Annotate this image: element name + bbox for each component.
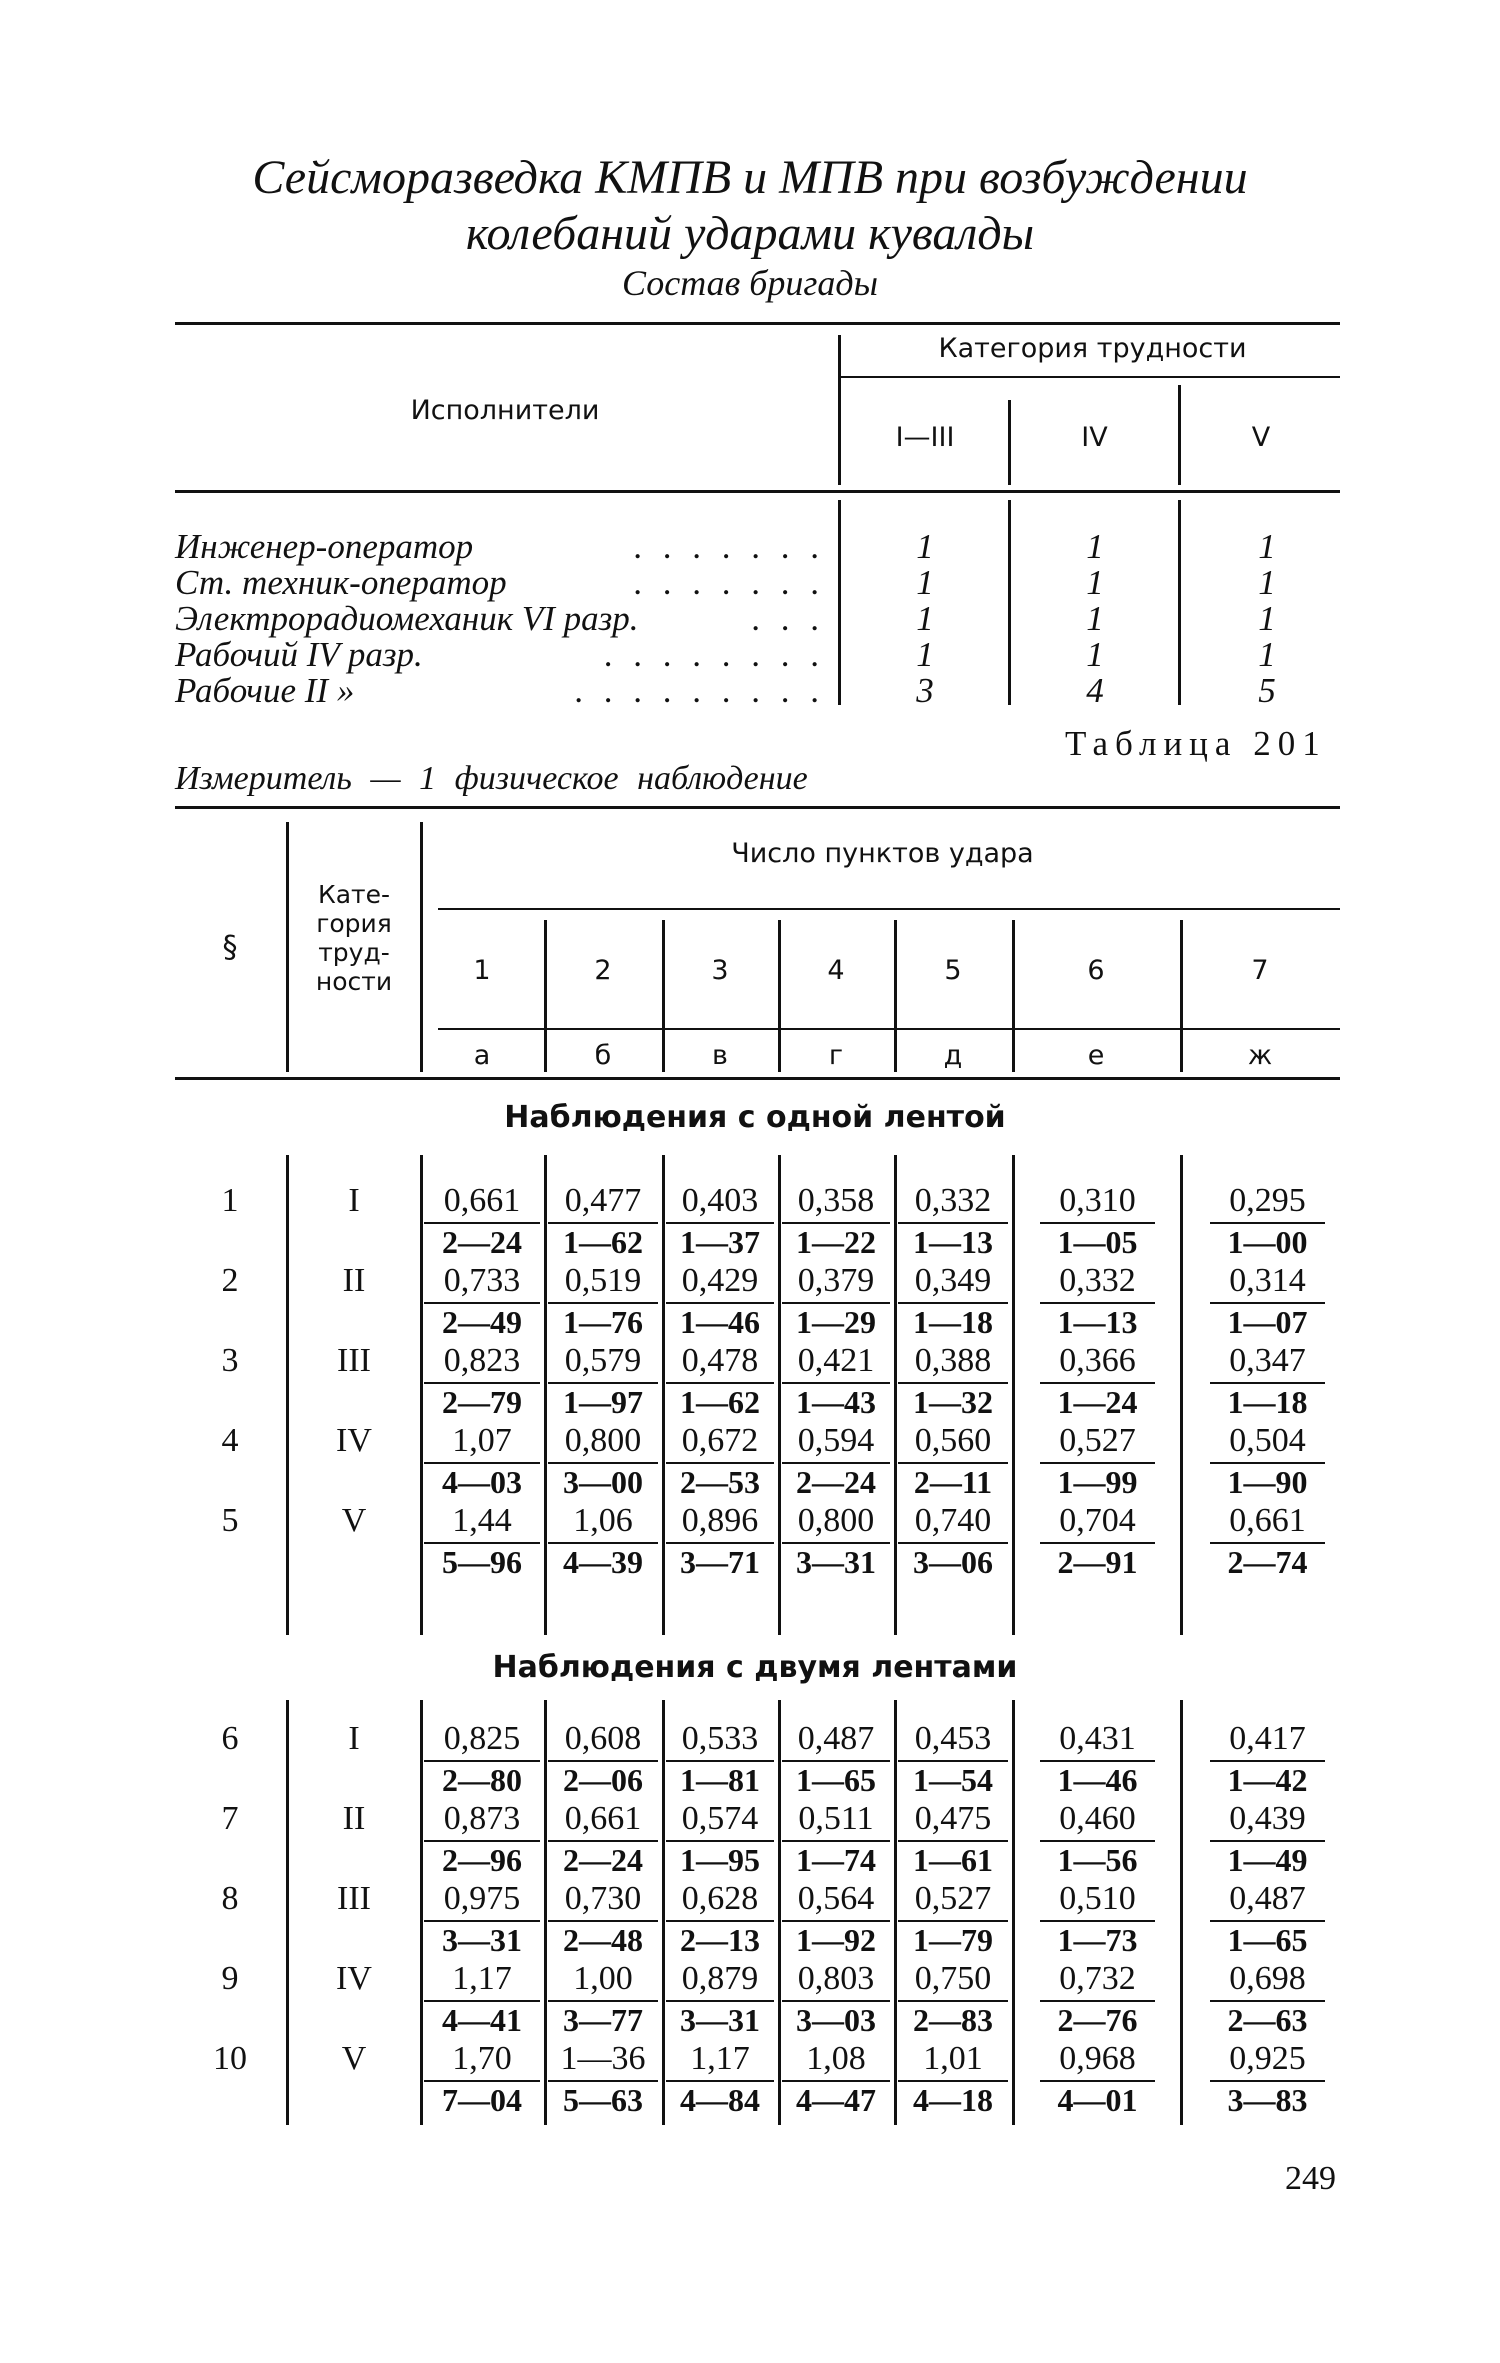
cost-value: 0,975 (443, 1880, 521, 1917)
crew-row-leader: . . . . . . . (633, 563, 825, 602)
labor-code: 1—46 (666, 1302, 774, 1340)
cost-value: 0,574 (681, 1800, 759, 1837)
cost-value: 0,453 (914, 1720, 992, 1757)
cost-value: 0,527 (1059, 1422, 1136, 1459)
cost-value: 0,358 (797, 1182, 875, 1219)
labor-code: 2—83 (898, 2000, 1008, 2038)
labor-code: 5—96 (424, 1542, 540, 1580)
points-col-4: 4 (827, 955, 845, 986)
labor-code: 1—56 (1040, 1840, 1155, 1878)
labor-code: 1—73 (1040, 1920, 1155, 1958)
labor-code: 1—22 (782, 1222, 890, 1260)
column-rule (662, 1700, 665, 2125)
cost-value: 0,533 (681, 1720, 759, 1757)
labor-code: 1—79 (898, 1920, 1008, 1958)
cost-value: 1,70 (452, 2040, 512, 2077)
crew-category-2: IV (1081, 422, 1108, 453)
labor-code: 1—62 (548, 1222, 658, 1260)
cost-value: 0,800 (564, 1422, 642, 1459)
cost-value: 0,347 (1229, 1342, 1306, 1379)
cost-value: 0,519 (564, 1262, 642, 1299)
cost-value: 0,730 (564, 1880, 642, 1917)
cost-value: 0,579 (564, 1342, 642, 1379)
main-col-points: Число пунктов удара (731, 838, 1034, 869)
column-rule (894, 1700, 897, 2125)
points-letter-2: б (594, 1040, 612, 1071)
cost-value: 0,732 (1059, 1960, 1136, 1997)
cost-value: 0,733 (443, 1262, 521, 1299)
cost-value: 0,608 (564, 1720, 642, 1757)
crew-row-value: 1 (916, 563, 934, 602)
labor-code: 3—83 (1210, 2080, 1325, 2118)
row-category: III (337, 1342, 371, 1379)
crew-row-value: 1 (1086, 599, 1104, 638)
cost-value: 0,661 (1229, 1502, 1306, 1539)
row-category: I (348, 1182, 360, 1219)
labor-code: 2—96 (424, 1840, 540, 1878)
labor-code: 1—81 (666, 1760, 774, 1798)
cost-value: 0,429 (681, 1262, 759, 1299)
labor-code: 1—13 (898, 1222, 1008, 1260)
labor-code: 3—31 (666, 2000, 774, 2038)
labor-code: 2—24 (782, 1462, 890, 1500)
cost-value: 0,314 (1229, 1262, 1306, 1299)
labor-code: 4—39 (548, 1542, 658, 1580)
crew-category-3: V (1251, 422, 1271, 453)
labor-code: 2—80 (424, 1760, 540, 1798)
cost-value: 0,873 (443, 1800, 521, 1837)
labor-code: 1—65 (1210, 1920, 1325, 1958)
cost-value: 0,750 (914, 1960, 992, 1997)
labor-code: 1—92 (782, 1920, 890, 1958)
crew-row-value: 1 (1258, 527, 1276, 566)
row-number: 6 (221, 1720, 239, 1757)
main-col-section: § (222, 930, 238, 965)
section1-title: Наблюдения с одной лентой (504, 1100, 1006, 1135)
section2-title: Наблюдения с двумя лентами (492, 1650, 1018, 1685)
crew-category-1: I—III (895, 422, 955, 453)
cost-value: 0,403 (681, 1182, 759, 1219)
column-rule (420, 1155, 423, 1635)
labor-code: 3—31 (782, 1542, 890, 1580)
cost-value: 0,672 (681, 1422, 759, 1459)
column-rule (1012, 1700, 1015, 2125)
cost-value: 0,879 (681, 1960, 759, 1997)
cost-value: 1—36 (560, 2040, 646, 2077)
labor-code: 2—49 (424, 1302, 540, 1340)
cost-value: 1,07 (452, 1422, 512, 1459)
labor-code: 3—71 (666, 1542, 774, 1580)
column-rule (1180, 1700, 1183, 2125)
column-rule (286, 1155, 289, 1635)
cost-value: 0,439 (1229, 1800, 1306, 1837)
cost-value: 0,968 (1059, 2040, 1136, 2077)
cost-value: 0,560 (914, 1422, 992, 1459)
cost-value: 0,417 (1229, 1720, 1306, 1757)
crew-row-leader: . . . (751, 599, 825, 638)
labor-code: 3—06 (898, 1542, 1008, 1580)
crew-row-value: 1 (916, 635, 934, 674)
column-rule (778, 1700, 781, 2125)
labor-code: 4—18 (898, 2080, 1008, 2118)
cost-value: 0,594 (797, 1422, 875, 1459)
cost-value: 0,310 (1059, 1182, 1136, 1219)
labor-code: 1—62 (666, 1382, 774, 1420)
cost-value: 0,704 (1059, 1502, 1136, 1539)
crew-row-label: Рабочий IV разр. (175, 635, 423, 674)
labor-code: 2—13 (666, 1920, 774, 1958)
cost-value: 1,00 (573, 1960, 633, 1997)
labor-code: 4—84 (666, 2080, 774, 2118)
labor-code: 2—06 (548, 1760, 658, 1798)
cost-value: 0,388 (914, 1342, 992, 1379)
crew-row-value: 1 (1258, 563, 1276, 602)
labor-code: 1—74 (782, 1840, 890, 1878)
labor-code: 2—48 (548, 1920, 658, 1958)
cost-value: 1,17 (690, 2040, 750, 2077)
crew-row-leader: . . . . . . . (633, 527, 825, 566)
labor-code: 2—24 (548, 1840, 658, 1878)
cost-value: 0,421 (797, 1342, 875, 1379)
labor-code: 3—31 (424, 1920, 540, 1958)
labor-code: 1—05 (1040, 1222, 1155, 1260)
page-title-line1: Сейсморазведка КМПВ и МПВ при возбуждении (252, 151, 1248, 204)
labor-code: 3—77 (548, 2000, 658, 2038)
row-category: V (341, 1502, 367, 1539)
labor-code: 3—03 (782, 2000, 890, 2038)
measure-note: Измеритель — 1 физическое наблюдение (175, 760, 808, 797)
cost-value: 0,564 (797, 1880, 875, 1917)
cost-value: 0,823 (443, 1342, 521, 1379)
cost-value: 0,475 (914, 1800, 992, 1837)
labor-code: 2—79 (424, 1382, 540, 1420)
crew-row-leader: . . . . . . . . (603, 635, 825, 674)
column-rule (778, 1155, 781, 1635)
cost-value: 0,460 (1059, 1800, 1136, 1837)
row-number: 9 (221, 1960, 239, 1997)
points-letter-1: а (473, 1040, 491, 1071)
column-rule (544, 1155, 547, 1635)
crew-row-value: 1 (1258, 599, 1276, 638)
points-letter-6: е (1087, 1040, 1105, 1071)
cost-value: 1,17 (452, 1960, 512, 1997)
labor-code: 2—63 (1210, 2000, 1325, 2038)
column-rule (894, 1155, 897, 1635)
column-rule (544, 1700, 547, 2125)
labor-code: 1—18 (898, 1302, 1008, 1340)
labor-code: 2—76 (1040, 2000, 1155, 2038)
row-number: 3 (221, 1342, 239, 1379)
labor-code: 1—24 (1040, 1382, 1155, 1420)
cost-value: 0,295 (1229, 1182, 1306, 1219)
crew-row-value: 1 (1086, 563, 1104, 602)
row-number: 2 (221, 1262, 239, 1299)
points-col-6: 6 (1087, 955, 1105, 986)
points-letter-4: г (828, 1040, 844, 1071)
labor-code: 2—11 (898, 1462, 1008, 1500)
labor-code: 1—61 (898, 1840, 1008, 1878)
points-col-7: 7 (1251, 955, 1269, 986)
points-letter-7: ж (1247, 1040, 1273, 1071)
cost-value: 1,08 (806, 2040, 866, 2077)
crew-row-label: Рабочие II » (175, 671, 355, 710)
crew-row-label: Электрорадиомеханик VI разр. (175, 599, 639, 638)
labor-code: 1—29 (782, 1302, 890, 1340)
column-rule (1180, 1155, 1183, 1635)
crew-subtitle: Состав бригады (621, 263, 879, 303)
crew-row-value: 5 (1258, 671, 1276, 710)
labor-code: 1—97 (548, 1382, 658, 1420)
cost-value: 0,504 (1229, 1422, 1306, 1459)
cost-value: 1,06 (573, 1502, 633, 1539)
row-category: II (342, 1262, 366, 1299)
labor-code: 1—32 (898, 1382, 1008, 1420)
row-number: 8 (221, 1880, 239, 1917)
cost-value: 0,661 (564, 1800, 642, 1837)
row-number: 10 (213, 2040, 247, 2077)
page-title-line2: колебаний ударами кувалды (465, 207, 1035, 260)
main-col-category: Кате- гория труд- ности (315, 880, 393, 996)
labor-code: 1—65 (782, 1760, 890, 1798)
labor-code: 1—76 (548, 1302, 658, 1340)
cost-value: 0,825 (443, 1720, 521, 1757)
crew-row-value: 1 (1086, 527, 1104, 566)
labor-code: 4—47 (782, 2080, 890, 2118)
crew-row-label: Ст. техник-оператор (175, 563, 507, 602)
cost-value: 0,800 (797, 1502, 875, 1539)
row-number: 1 (221, 1182, 239, 1219)
row-category: IV (336, 1422, 372, 1459)
column-rule (420, 1700, 423, 2125)
crew-row-value: 1 (916, 527, 934, 566)
row-category: V (341, 2040, 367, 2077)
crew-row-label: Инженер-оператор (175, 527, 474, 566)
cost-value: 0,349 (914, 1262, 992, 1299)
labor-code: 7—04 (424, 2080, 540, 2118)
labor-code: 1—43 (782, 1382, 890, 1420)
labor-code: 4—03 (424, 1462, 540, 1500)
labor-code: 1—37 (666, 1222, 774, 1260)
labor-code: 1—18 (1210, 1382, 1325, 1420)
cost-value: 0,332 (1059, 1262, 1136, 1299)
labor-code: 1—49 (1210, 1840, 1325, 1878)
points-letter-3: в (712, 1040, 728, 1071)
cost-value: 0,477 (564, 1182, 642, 1219)
cost-value: 0,478 (681, 1342, 759, 1379)
points-col-1: 1 (473, 955, 491, 986)
crew-row-leader: . . . . . . . . . (574, 671, 825, 710)
cost-value: 1,01 (923, 2040, 983, 2077)
labor-code: 1—13 (1040, 1302, 1155, 1340)
row-number: 7 (221, 1800, 239, 1837)
labor-code: 1—00 (1210, 1222, 1325, 1260)
page-number: 249 (1285, 2160, 1336, 2197)
cost-value: 0,510 (1059, 1880, 1136, 1917)
labor-code: 1—90 (1210, 1462, 1325, 1500)
row-number: 4 (221, 1422, 239, 1459)
crew-col-performers: Исполнители (410, 395, 600, 426)
crew-row-value: 1 (916, 599, 934, 638)
column-rule (1012, 1155, 1015, 1635)
labor-code: 1—95 (666, 1840, 774, 1878)
column-rule (662, 1155, 665, 1635)
cost-value: 0,431 (1059, 1720, 1136, 1757)
labor-code: 1—99 (1040, 1462, 1155, 1500)
labor-code: 3—00 (548, 1462, 658, 1500)
cost-value: 0,527 (914, 1880, 992, 1917)
labor-code: 4—41 (424, 2000, 540, 2038)
points-letter-5: д (943, 1040, 963, 1071)
labor-code: 2—91 (1040, 1542, 1155, 1580)
cost-value: 0,698 (1229, 1960, 1306, 1997)
crew-row-value: 4 (1086, 671, 1104, 710)
cost-value: 0,661 (443, 1182, 521, 1219)
cost-value: 0,925 (1229, 2040, 1306, 2077)
labor-code: 1—46 (1040, 1760, 1155, 1798)
row-category: I (348, 1720, 360, 1757)
cost-value: 0,511 (798, 1800, 874, 1837)
crew-row-value: 1 (1086, 635, 1104, 674)
labor-code: 2—53 (666, 1462, 774, 1500)
cost-value: 0,487 (1229, 1880, 1306, 1917)
row-category: III (337, 1880, 371, 1917)
labor-code: 1—07 (1210, 1302, 1325, 1340)
cost-value: 0,379 (797, 1262, 875, 1299)
row-number: 5 (221, 1502, 239, 1539)
points-col-2: 2 (594, 955, 612, 986)
crew-row-value: 1 (1258, 635, 1276, 674)
labor-code: 4—01 (1040, 2080, 1155, 2118)
labor-code: 1—54 (898, 1760, 1008, 1798)
cost-value: 0,803 (797, 1960, 875, 1997)
table-label: Таблица 201 (1065, 724, 1327, 763)
crew-row-value: 3 (916, 671, 934, 710)
cost-value: 0,332 (914, 1182, 992, 1219)
column-rule (286, 1700, 289, 2125)
cost-value: 0,366 (1059, 1342, 1136, 1379)
crew-col-category: Категория трудности (938, 333, 1247, 364)
points-col-3: 3 (711, 955, 729, 986)
labor-code: 1—42 (1210, 1760, 1325, 1798)
cost-value: 0,896 (681, 1502, 759, 1539)
row-category: II (342, 1800, 366, 1837)
cost-value: 0,487 (797, 1720, 875, 1757)
points-col-5: 5 (944, 955, 962, 986)
row-category: IV (336, 1960, 372, 1997)
cost-value: 0,628 (681, 1880, 759, 1917)
labor-code: 2—24 (424, 1222, 540, 1260)
cost-value: 0,740 (914, 1502, 992, 1539)
labor-code: 2—74 (1210, 1542, 1325, 1580)
labor-code: 5—63 (548, 2080, 658, 2118)
cost-value: 1,44 (452, 1502, 512, 1539)
